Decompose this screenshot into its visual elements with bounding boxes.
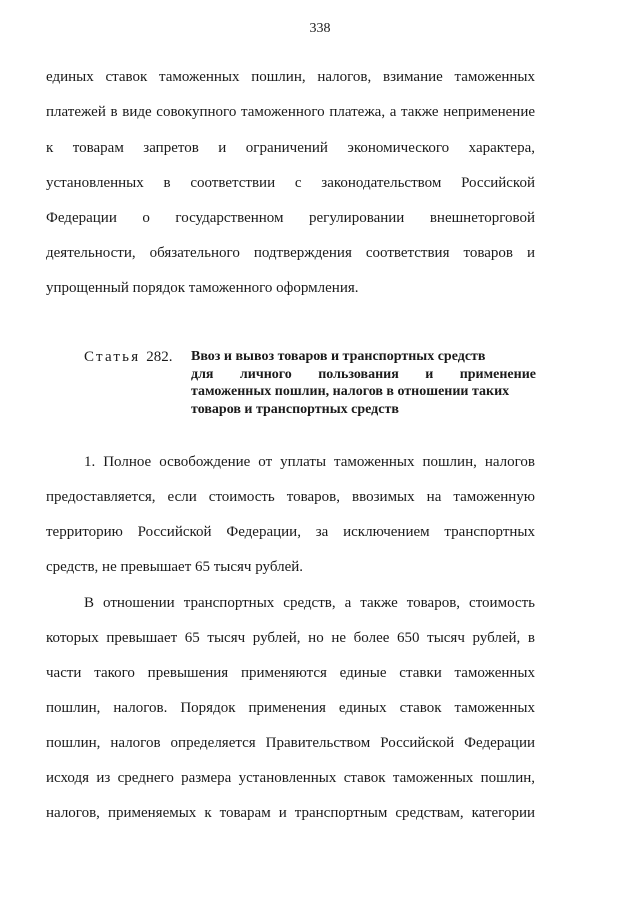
article-title-line: таможенных пошлин, налогов в отношении таких bbox=[191, 384, 510, 399]
text-line: налогов, применяемых к товарам и транспортным средствам, категории bbox=[46, 805, 535, 821]
text-line: деятельности, обязательного подтверждения соответствия товаров и bbox=[46, 245, 535, 261]
text-line: упрощенный порядок таможенного оформления. bbox=[46, 280, 359, 296]
text-line: Федерации о государственном регулировании внешнеторговой bbox=[46, 210, 535, 226]
page-number: 338 bbox=[309, 21, 331, 36]
article-title-line: Ввоз и вывоз товаров и транспортных средств bbox=[191, 349, 486, 364]
text-line: которых превышает 65 тысяч рублей, но не более 650 тысяч рублей, в bbox=[46, 630, 535, 646]
text-line: платежей в виде совокупного таможенного платежа, а также неприменение bbox=[46, 104, 535, 120]
text-line: пошлин, налогов определяется Правительством Российской Федерации bbox=[46, 735, 535, 751]
article-number: 282. bbox=[146, 349, 173, 365]
text-line: единых ставок таможенных пошлин, налогов, взимание таможенных bbox=[46, 69, 535, 85]
article-label-word: Статья bbox=[84, 349, 141, 365]
text-line: В отношении транспортных средств, а также товаров, стоимость bbox=[84, 595, 535, 611]
text-line: части такого превышения применяются единые ставки таможенных bbox=[46, 665, 535, 681]
text-line: предоставляется, если стоимость товаров, ввозимых на таможенную bbox=[46, 489, 535, 505]
text-line: средств, не превышает 65 тысяч рублей. bbox=[46, 559, 304, 575]
article-title-line: для личного пользования и применение bbox=[191, 367, 536, 382]
text-line: к товарам запретов и ограничений экономического характера, bbox=[46, 140, 535, 156]
text-line: территорию Российской Федерации, за исключением транспортных bbox=[46, 524, 535, 540]
text-line: пошлин, налогов. Порядок применения единых ставок таможенных bbox=[46, 700, 535, 716]
text-line: 1. Полное освобождение от уплаты таможенных пошлин, налогов bbox=[84, 454, 535, 470]
text-line: исходя из среднего размера установленных ставок таможенных пошлин, bbox=[46, 770, 535, 786]
article-label bbox=[84, 348, 173, 366]
text-line: установленных в соответствии с законодательством Российской bbox=[46, 175, 535, 191]
article-title-line: товаров и транспортных средств bbox=[191, 402, 399, 417]
